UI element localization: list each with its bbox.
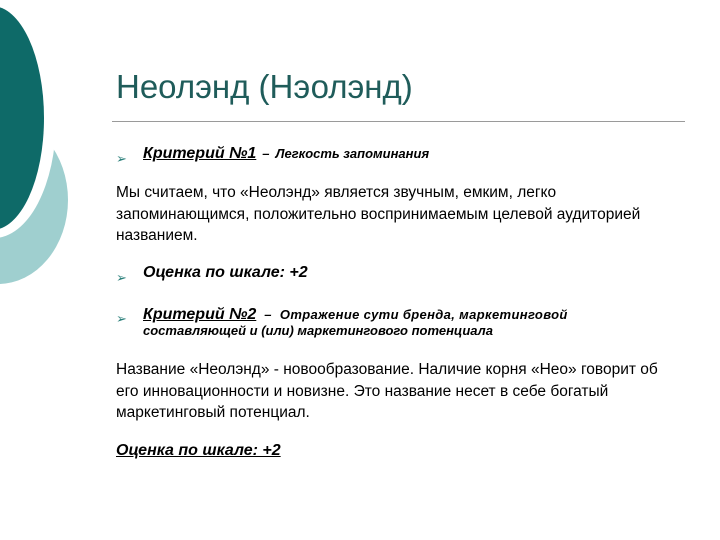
title-divider <box>112 121 685 122</box>
criterion-2-description-line2: составляющей и (или) маркетингового потенциала <box>143 323 493 338</box>
arrow-bullet-icon: ➢ <box>116 311 127 326</box>
criterion-1-description: Легкость запоминания <box>275 146 430 161</box>
criterion-2-description-line1: Отражение сути бренда, маркетинговой <box>279 307 568 322</box>
criterion-2-dash: – <box>264 307 272 322</box>
slide-title: Неолэнд (Нэолэнд) <box>116 68 413 105</box>
arrow-bullet-icon: ➢ <box>116 270 127 285</box>
criterion-2 <box>143 306 673 338</box>
criterion-2-label: Критерий №2 <box>143 306 257 323</box>
score-2: Оценка по шкале: +2 <box>116 442 281 459</box>
arrow-bullet-icon: ➢ <box>116 151 127 166</box>
paragraph-2: Название «Неолэнд» - новообразование. Наличие корня «Нео» говорит об его инновационности и новизне. Это название несет в себе богатый маркетинговый потенциал. <box>116 361 658 421</box>
criterion-1-dash: – <box>262 146 270 161</box>
paragraph-1: Мы считаем, что «Неолэнд» является звучным, емким, легко запоминающимся, положительно воспринимаемым целевой аудиторией названием. <box>116 184 641 244</box>
score-1: Оценка по шкале: +2 <box>143 264 308 281</box>
decorative-circles <box>0 0 120 300</box>
criterion-1-label: Критерий №1 <box>143 145 257 162</box>
criterion-1 <box>143 145 429 163</box>
